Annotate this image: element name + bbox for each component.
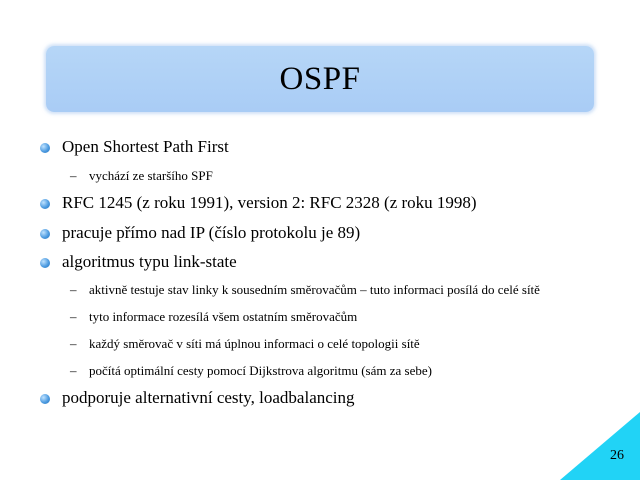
bullet-item: algoritmus typu link-state: [62, 252, 237, 271]
sub-bullet-item: tyto informace rozesílá všem ostatním směrovačům: [89, 309, 358, 324]
bullet-dot-icon: [40, 229, 50, 239]
sub-bullet-item: každý směrovač v síti má úplnou informaci o celé topologii sítě: [89, 336, 420, 351]
sub-bullet-item: počítá optimální cesty pomocí Dijkstrova algoritmu (sám za sebe): [89, 363, 432, 378]
dash-icon: –: [70, 309, 77, 324]
slide-title: OSPF: [279, 60, 361, 97]
bullet-item: pracuje přímo nad IP (číslo protokolu je 89): [62, 223, 361, 242]
bullet-dot-icon: [40, 143, 50, 153]
bullet-item: Open Shortest Path First: [62, 137, 229, 156]
dash-icon: –: [70, 282, 77, 297]
bullet-dot-icon: [40, 394, 50, 404]
bullet-item: RFC 1245 (z roku 1991), version 2: RFC 2328 (z roku 1998): [62, 193, 477, 212]
dash-icon: –: [70, 336, 77, 351]
bullet-dot-icon: [40, 258, 50, 268]
sub-bullet-item: aktivně testuje stav linky k sousedním směrovačům – tuto informaci posílá do celé sítě: [89, 282, 540, 297]
bullet-item: podporuje alternativní cesty, loadbalancing: [62, 388, 355, 407]
dash-icon: –: [70, 363, 77, 378]
sub-bullet-item: vychází ze staršího SPF: [89, 168, 213, 183]
bullet-dot-icon: [40, 199, 50, 209]
page-number: 26: [610, 448, 624, 463]
dash-icon: –: [70, 168, 77, 183]
